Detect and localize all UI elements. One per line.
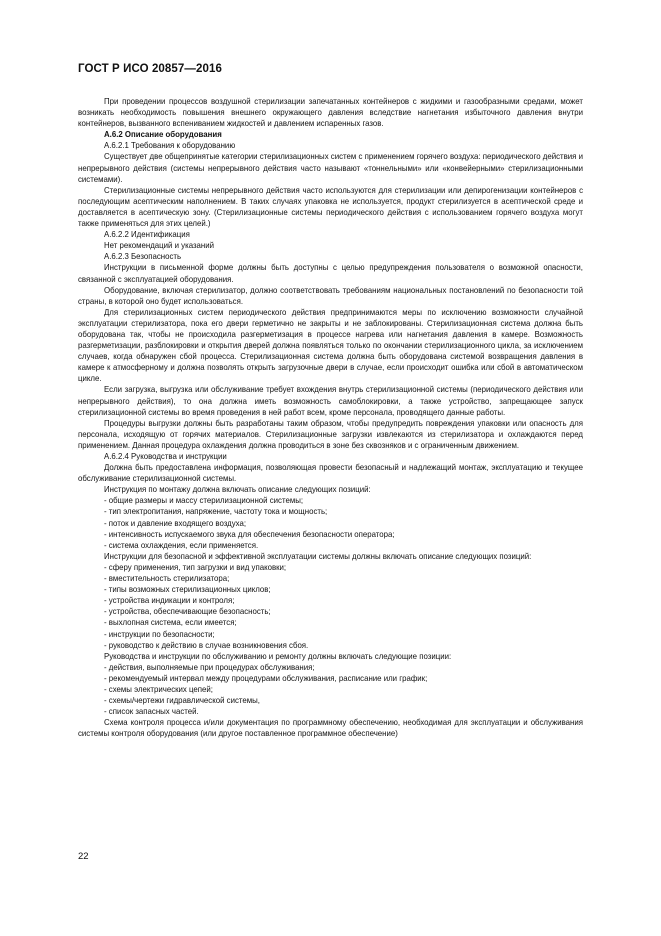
paragraph: Инструкции в письменной форме должны быть доступны с целью предупреждения пользователя о возможной опасности, связанной с эксплуатацией оборудования.	[78, 263, 583, 284]
list-item: - руководство к действию в случае возникновения сбоя.	[104, 640, 309, 650]
list-item: - схемы электрических цепей;	[104, 684, 213, 694]
list-item: - список запасных частей.	[104, 707, 199, 717]
list-item: - типы возможных стерилизационных циклов;	[104, 585, 271, 595]
document-body	[78, 96, 583, 739]
list-item: - сферу применения, тип загрузки и вид упаковки;	[104, 562, 287, 572]
list-item: - действия, выполняемые при процедурах обслуживания;	[104, 662, 315, 672]
subsection-heading: А.6.2.4 Руководства и инструкции	[104, 452, 227, 461]
list-item: - выхлопная система, если имеется;	[104, 618, 237, 628]
list-item: - инструкции по безопасности;	[104, 629, 215, 639]
list-item: - устройства, обеспечивающие безопасность;	[104, 607, 271, 617]
list-item: - тип электропитания, напряжение, частоту тока и мощность;	[104, 507, 328, 517]
paragraph: Для стерилизационных систем периодического действия предпринимаются меры по исключению возможности случайной эксплуатации стерилизатора, пока его двери герметично не закрыты и не заблокированы. Стерилизационная система должна быть оборудована так, чтобы не происходила разгерметизация в процессе нагрева или нагнетания давления в камере. Возможность разгерметизации, разблокировки и открытия дверей должна появляться только по окончании стерилизационного цикла, за исключением случаев, когда обнаружен сбой процесса. Стерилизационная система должна быть оборудована системой возвращения давления в камере к атмосферному и должна позволять открыть загрузочные двери в случае, если происходит ошибка или сбой в автоматическом цикле.	[78, 307, 583, 384]
page-number: 22	[78, 851, 89, 862]
paragraph: Руководства и инструкции по обслуживанию и ремонту должны включать следующие позиции:	[104, 651, 452, 661]
paragraph: Процедуры выгрузки должны быть разработаны таким образом, чтобы предупредить повреждения упаковки или опасность для персонала, исходящую от горячих материалов. Стерилизационные загрузки извлекаются из стерилизатора и охлаждаются перед применением. Данная процедура охлаждения должна проводиться в зоне без сквозняков и с ограниченным движением.	[78, 418, 583, 450]
section-heading: А.6.2 Описание оборудования	[104, 130, 222, 140]
paragraph: Инструкции для безопасной и эффективной эксплуатации системы должны включать описание следующих позиций:	[104, 551, 532, 561]
paragraph: Должна быть предоставлена информация, позволяющая провести безопасный и надлежащий монтаж, эксплуатацию и текущее обслуживание стерилизационной системы.	[78, 463, 583, 484]
paragraph: Стерилизационные системы непрерывного действия часто используются для стерилизации или депирогенизации контейнеров с последующим асептическим наполнением. В таких случаях упаковка не используется, продукт стерилизуется в асептической среде и доставляется в асептическую зону. (Стерилизационные системы периодического действия с использованием горячего воздуха могут также применяться для этих целей.)	[78, 185, 583, 229]
paragraph: Существует две общепринятые категории стерилизационных систем с применением горячего воздуха: периодического действия и непрерывного действия (системы непрерывного действия часто называют «тоннельными» или «конвейерными» стерилизационными системами).	[78, 152, 583, 184]
list-item: - схемы/чертежи гидравлической системы,	[104, 696, 260, 706]
document-header: ГОСТ Р ИСО 20857—2016	[78, 63, 223, 75]
paragraph: Если загрузка, выгрузка или обслуживание требует вхождения внутрь стерилизационной системы (периодического действия или непрерывного действия), то она должна иметь возможность самоблокировки, а также устройство, запрещающее запуск стерилизационной системы во время проведения в ней работ всем, кроме персонала, проводящего данные работы.	[78, 385, 583, 417]
subsection-heading: А.6.2.3 Безопасность	[104, 252, 182, 262]
list-item: - устройства индикации и контроля;	[104, 596, 235, 606]
paragraph: Схема контроля процесса и/или документация по программному обеспечению, необходимая для эксплуатации и обслуживания системы контроля оборудования (или другое поставленное программное обеспечение)	[78, 718, 583, 739]
paragraph: При проведении процессов воздушной стерилизации запечатанных контейнеров с жидкими и газообразными средами, может возникать необходимость повышения внешнего окружающего давления вследствие нагнетания избыточного давления внутри контейнеров, вызванного вспениванием жидкостей и давлением испаренных газов.	[78, 97, 583, 129]
paragraph: Оборудование, включая стерилизатор, должно соответствовать требованиям национальных постановлений по безопасности той страны, в которой оно будет использоваться.	[78, 285, 583, 306]
list-item: - поток и давление входящего воздуха;	[104, 518, 247, 528]
paragraph: Инструкция по монтажу должна включать описание следующих позиций:	[104, 485, 371, 495]
subsection-heading: А.6.2.2 Идентификация	[104, 230, 190, 240]
paragraph: Нет рекомендаций и указаний	[104, 241, 215, 251]
list-item: - интенсивность испускаемого звука для обеспечения безопасности оператора;	[104, 529, 395, 539]
list-item: - рекомендуемый интервал между процедурами обслуживания, расписание или график;	[104, 673, 428, 683]
list-item: - система охлаждения, если применяется.	[104, 540, 259, 550]
list-item: - вместительность стерилизатора;	[104, 574, 230, 584]
subsection-heading: А.6.2.1 Требования к оборудованию	[104, 141, 236, 151]
list-item: - общие размеры и массу стерилизационной системы;	[104, 496, 304, 506]
